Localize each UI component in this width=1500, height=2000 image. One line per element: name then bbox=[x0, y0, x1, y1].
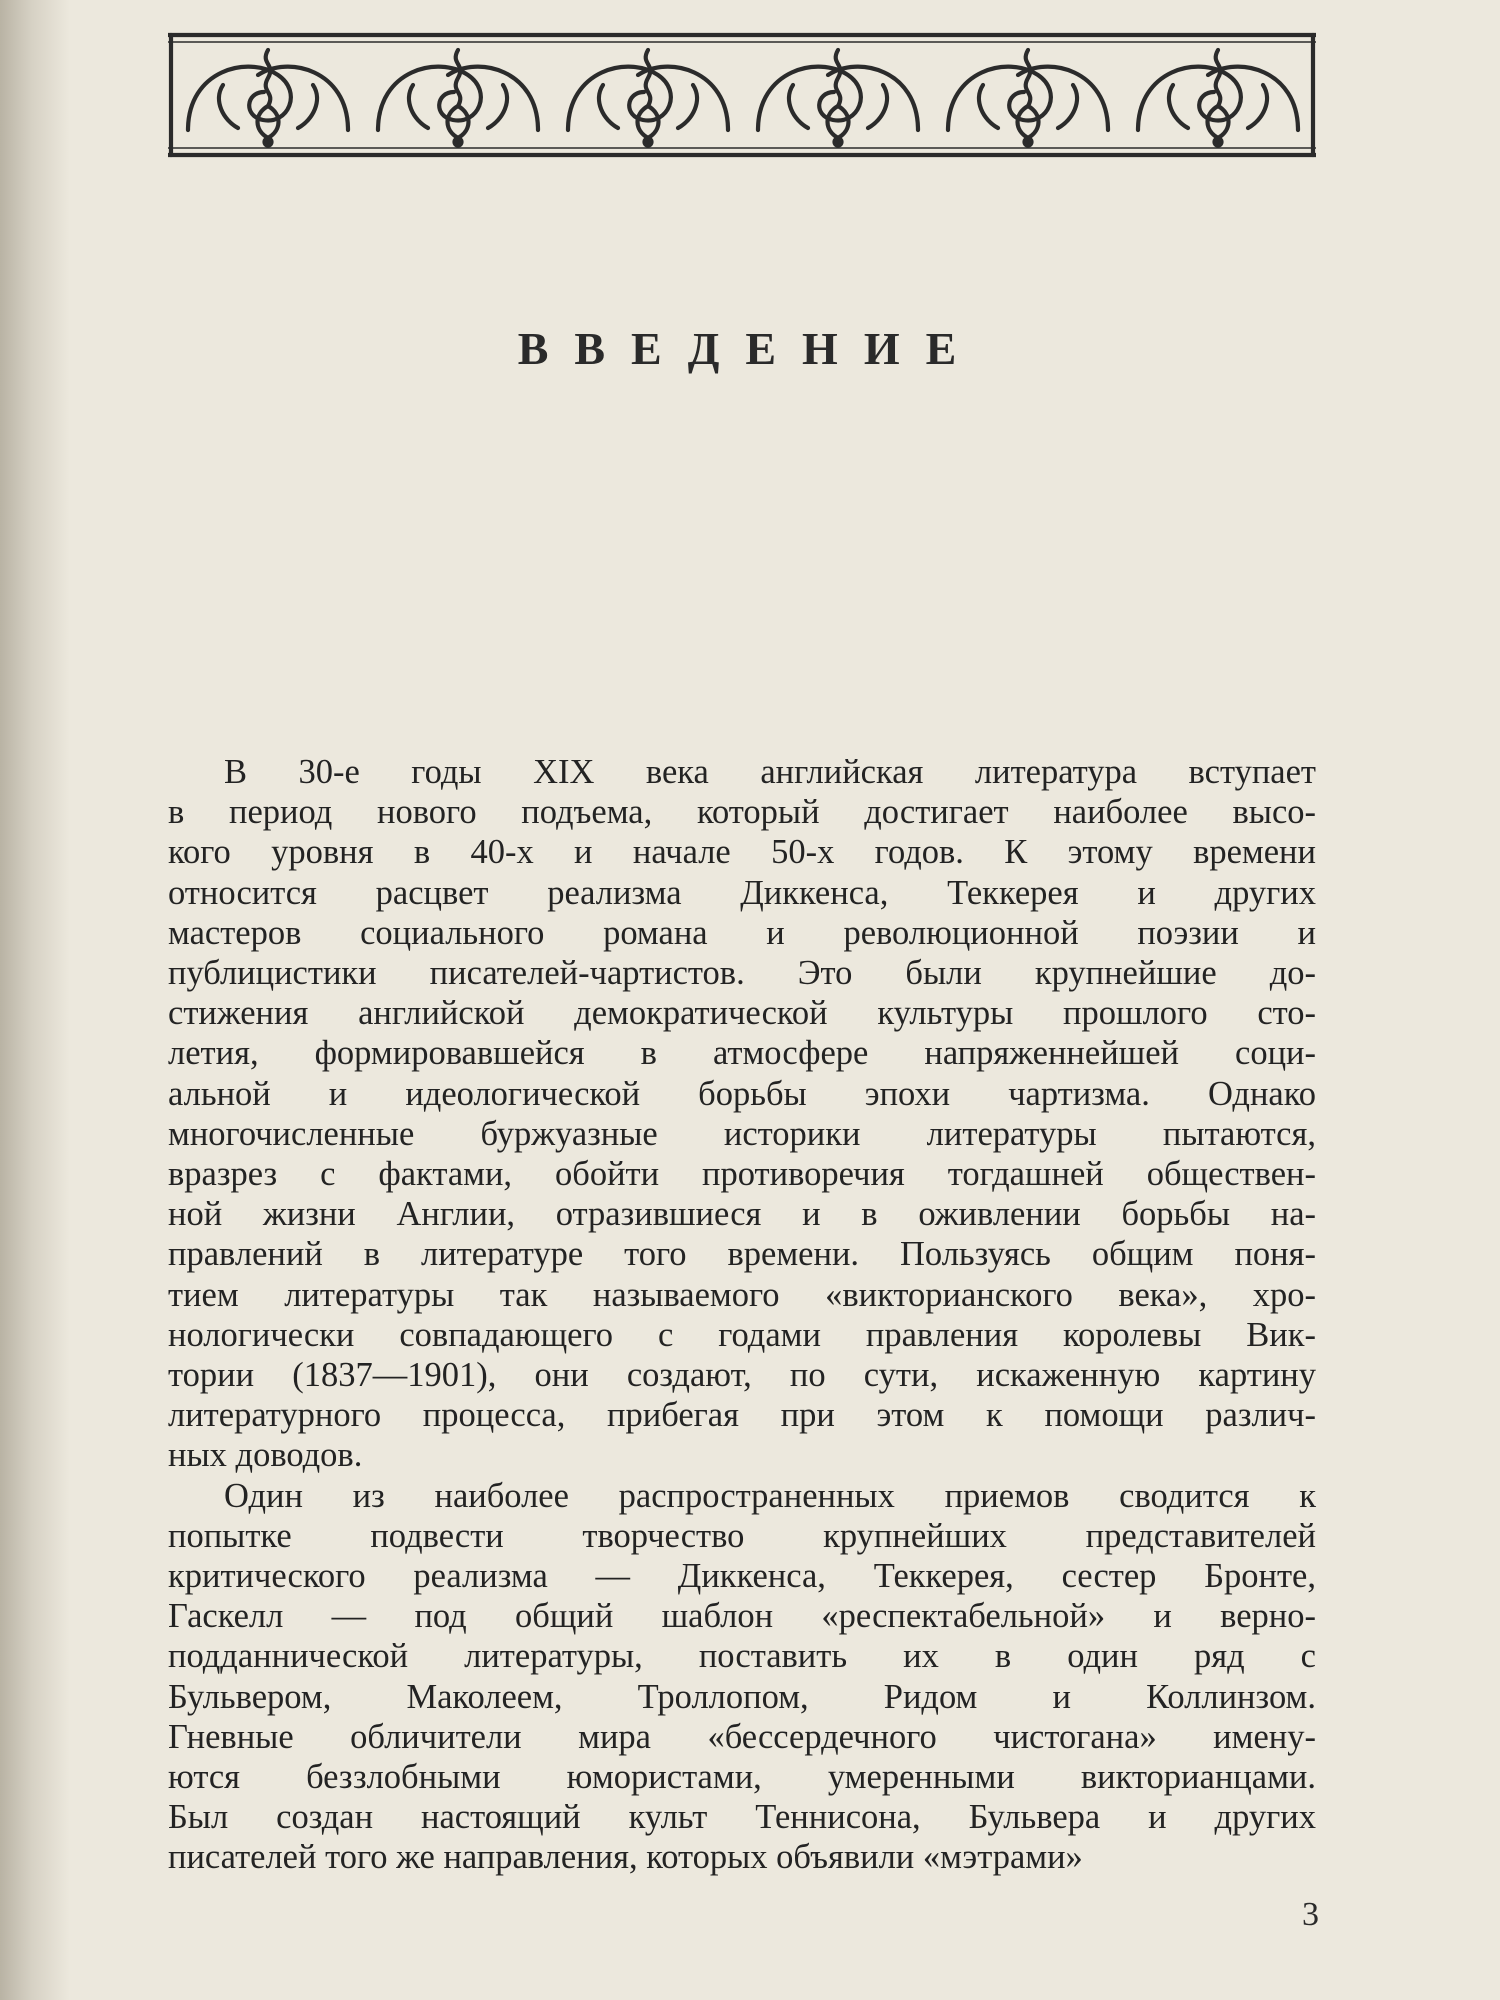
text-line: ной жизни Англии, отразившиеся и в оживлении борьбы на- bbox=[168, 1195, 1316, 1234]
text-line: подданнической литературы, поставить их в один ряд с bbox=[168, 1637, 1316, 1676]
text-line: литературного процесса, прибегая при этом к помощи различ- bbox=[168, 1396, 1316, 1435]
text-line: относится расцвет реализма Диккенса, Теккерея и других bbox=[168, 873, 1316, 912]
paragraph bbox=[168, 1476, 1316, 1878]
text-line: кого уровня в 40-х и начале 50-х годов. К этому времени bbox=[168, 833, 1316, 872]
text-line: вразрез с фактами, обойти противоречия тогдашней обществен- bbox=[168, 1155, 1316, 1194]
text-line: мастеров социального романа и революционной поэзии и bbox=[168, 913, 1316, 952]
body-text bbox=[168, 752, 1316, 1878]
paragraph bbox=[168, 752, 1316, 1476]
text-line: ных доводов. bbox=[168, 1436, 363, 1475]
text-line: Бульвером, Маколеем, Троллопом, Ридом и Коллинзом. bbox=[168, 1677, 1316, 1716]
text-line: стижения английской демократической культуры прошлого сто- bbox=[168, 994, 1316, 1033]
text-line: альной и идеологической борьбы эпохи чартизма. Однако bbox=[168, 1074, 1316, 1113]
text-line: Один из наиболее распространенных приемов сводится к bbox=[224, 1476, 1316, 1515]
chapter-heading: ВВЕДЕНИЕ bbox=[517, 323, 983, 374]
text-line: критического реализма — Диккенса, Теккерея, сестер Бронте, bbox=[168, 1557, 1316, 1596]
text-line: в период нового подъема, который достигает наиболее высо- bbox=[168, 793, 1316, 832]
text-line: публицистики писателей-чартистов. Это были крупнейшие до- bbox=[168, 954, 1316, 993]
text-line: тории (1837—1901), они создают, по сути, искаженную картину bbox=[168, 1356, 1316, 1395]
text-line: Гневные обличители мира «бессердечного чистогана» имену- bbox=[168, 1717, 1316, 1756]
page-gutter-shadow bbox=[0, 0, 70, 2000]
text-line: попытке подвести творчество крупнейших представителей bbox=[168, 1516, 1316, 1555]
text-line: ются беззлобными юмористами, умеренными викторианцами. bbox=[168, 1758, 1316, 1797]
text-line: многочисленные буржуазные историки литературы пытаются, bbox=[168, 1114, 1316, 1153]
text-line: летия, формировавшейся в атмосфере напряженнейшей соци- bbox=[168, 1034, 1316, 1073]
text-line: Гаскелл — под общий шаблон «респектабельной» и верно- bbox=[168, 1597, 1316, 1636]
floral-ornament-border-icon bbox=[168, 30, 1316, 160]
paragraph-container bbox=[168, 752, 1316, 1878]
text-line: тием литературы так называемого «викторианского века», хро- bbox=[168, 1275, 1316, 1314]
text-line: писателей того же направления, которых объявили «мэтрами» bbox=[168, 1838, 1083, 1877]
page-number: 3 bbox=[1302, 1896, 1319, 1933]
text-line: правлений в литературе того времени. Пользуясь общим поня- bbox=[168, 1235, 1316, 1274]
text-line: Был создан настоящий культ Теннисона, Бульвера и других bbox=[168, 1798, 1316, 1837]
text-line: В 30-е годы XIX века английская литература вступает bbox=[224, 753, 1316, 791]
text-line: нологически совпадающего с годами правления королевы Вик- bbox=[168, 1315, 1316, 1354]
